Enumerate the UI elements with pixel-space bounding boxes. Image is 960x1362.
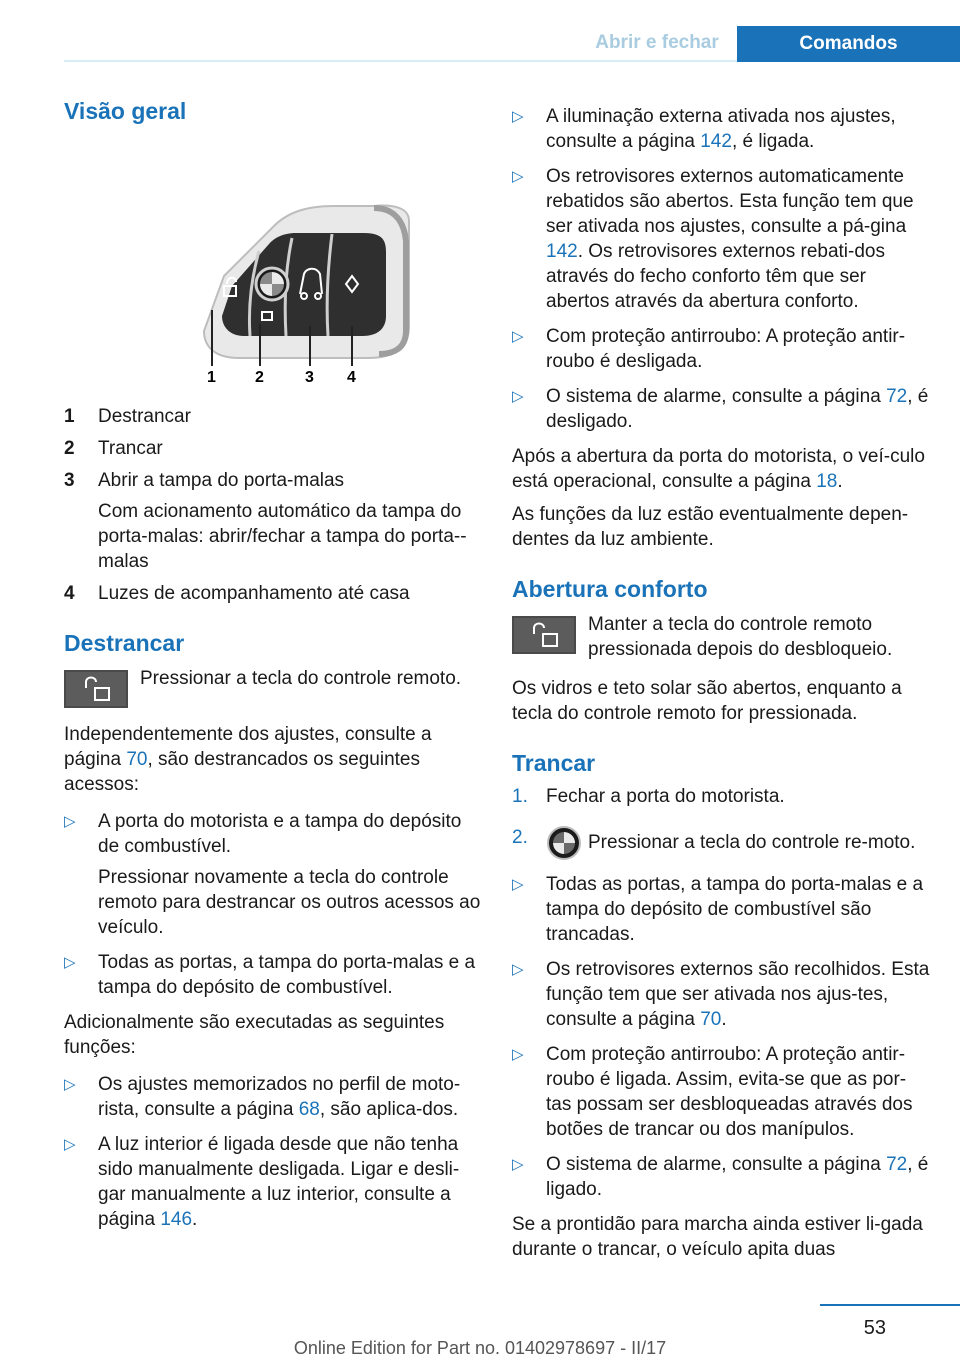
unlock-heading: Destrancar bbox=[64, 630, 185, 656]
page-link[interactable]: 72 bbox=[886, 1154, 908, 1175]
page-link[interactable]: 72 bbox=[886, 386, 908, 407]
list-item: ▷ Com proteção antirroubo: A proteção antir-roubo é desligada. bbox=[512, 326, 906, 372]
overview-heading: Visão geral bbox=[64, 98, 187, 124]
callout-1: 1 bbox=[207, 369, 216, 386]
list-item: ▷ Os retrovisores externos automaticamente rebatidos são abertos. Esta função tem que ser ativada nos ajustes, consulte a pá-gina 142. Os retrovisores externos rebati-dos através do fecho conforto têm que ser abertos através da abertura conforto. bbox=[512, 166, 914, 312]
bullet-triangle-icon: ▷ bbox=[512, 388, 524, 405]
list-item: 2. Pressionar a tecla do controle re-moto. bbox=[512, 825, 930, 861]
list-item: 4 Luzes de acompanhamento até casa bbox=[64, 583, 410, 604]
callout-4: 4 bbox=[347, 369, 356, 386]
unlock-paragraph: Independentemente dos ajustes, consulte a página 70, são destrancados os seguintes acessos: bbox=[64, 724, 432, 795]
bullet-triangle-icon: ▷ bbox=[64, 954, 76, 971]
list-item: 3 Abrir a tampa do porta-malas Com acionamento automático da tampa do porta-malas: abrir/fechar a tampa do porta--malas bbox=[64, 470, 467, 572]
bullet-triangle-icon: ▷ bbox=[512, 1046, 524, 1063]
key-fob-illustration bbox=[64, 126, 482, 390]
list-item: 1 Destrancar bbox=[64, 406, 191, 427]
bullet-triangle-icon: ▷ bbox=[512, 961, 524, 978]
tab-abrir-e-fechar[interactable]: Abrir e fechar bbox=[595, 32, 719, 53]
bullet-triangle-icon: ▷ bbox=[512, 168, 524, 185]
edition-footer: Online Edition for Part no. 01402978697 - II/17 bbox=[293, 1338, 667, 1358]
list-item: ▷ Os retrovisores externos são recolhidos. Esta função tem que ser ativada nos ajus-tes, consulte a página 70. bbox=[512, 959, 930, 1030]
list-item: 1. Fechar a porta do motorista. bbox=[512, 786, 785, 807]
page-link[interactable]: 142 bbox=[700, 131, 732, 152]
unlock-button-icon bbox=[512, 616, 576, 654]
right-column bbox=[512, 104, 930, 1262]
footer-rule bbox=[820, 1304, 960, 1306]
key-fob-figure bbox=[64, 126, 482, 390]
callout-2: 2 bbox=[255, 369, 264, 386]
light-functions-paragraph: As funções da luz estão eventualmente depen-dentes da luz ambiente. bbox=[512, 504, 909, 550]
additional-functions-text: Adicionalmente são executadas as seguintes funções: bbox=[64, 1012, 445, 1058]
list-item: ▷ Com proteção antirroubo: A proteção antir-roubo é ligada. Assim, evita-se que as por-tas possam ser desbloqueadas através dos botões de trancar ou dos manípulos. bbox=[512, 1044, 913, 1140]
list-item: ▷ O sistema de alarme, consulte a página 72, é ligado. bbox=[512, 1154, 929, 1200]
operational-paragraph: Após a abertura da porta do motorista, o veí-culo está operacional, consulte a página 18. bbox=[512, 446, 925, 492]
page-link[interactable]: 68 bbox=[298, 1099, 320, 1120]
page-link[interactable]: 70 bbox=[700, 1009, 722, 1030]
list-item: ▷ A porta do motorista e a tampa do depósito de combustível. Pressionar novamente a tecla do controle remoto para destrancar os outros acessos ao veículo. bbox=[64, 811, 481, 938]
overview-list bbox=[64, 404, 482, 606]
bmw-logo-icon bbox=[256, 268, 288, 300]
list-item: ▷ A luz interior é ligada desde que não tenha sido manualmente desligada. Ligar e desli-gar manualmente a luz interior, consulte a página 146. bbox=[64, 1134, 460, 1230]
callout-3: 3 bbox=[305, 369, 314, 386]
bullet-triangle-icon: ▷ bbox=[64, 813, 76, 830]
lock-heading: Trancar bbox=[512, 750, 596, 776]
list-item: 2 Trancar bbox=[64, 438, 163, 459]
bullet-triangle-icon: ▷ bbox=[512, 876, 524, 893]
page-number: 53 bbox=[863, 1317, 886, 1339]
page-link[interactable]: 146 bbox=[160, 1209, 193, 1230]
list-item: ▷ Todas as portas, a tampa do porta-malas e a tampa do depósito de combustível. bbox=[64, 952, 476, 998]
bullet-triangle-icon: ▷ bbox=[512, 1156, 524, 1173]
comfort-key-text: Manter a tecla do controle remoto pressionada depois do desbloqueio. bbox=[588, 614, 893, 660]
list-item: ▷ O sistema de alarme, consulte a página 72, é desligado. bbox=[512, 386, 929, 432]
unlock-button-icon bbox=[64, 670, 128, 708]
bullet-triangle-icon: ▷ bbox=[64, 1076, 76, 1093]
final-paragraph: Se a prontidão para marcha ainda estiver li-gada durante o trancar, o veículo apita duas bbox=[512, 1214, 923, 1260]
page-link[interactable]: 142 bbox=[546, 241, 578, 262]
lock-steps bbox=[512, 784, 930, 861]
bullet-triangle-icon: ▷ bbox=[512, 108, 524, 125]
page-link[interactable]: 70 bbox=[126, 749, 148, 770]
left-column bbox=[64, 96, 482, 1242]
comfort-key-row bbox=[512, 612, 930, 662]
function-bullets bbox=[64, 1072, 482, 1232]
bmw-logo-icon bbox=[546, 825, 582, 861]
page-link[interactable]: 18 bbox=[816, 471, 838, 492]
list-item: ▷ A iluminação externa ativada nos ajustes, consulte a página 142, é ligada. bbox=[512, 106, 896, 152]
tab-comandos[interactable]: Comandos bbox=[737, 26, 960, 62]
list-item: ▷ Os ajustes memorizados no perfil de moto-rista, consulte a página 68, são aplica-dos. bbox=[64, 1074, 461, 1120]
comfort-heading: Abertura conforto bbox=[512, 576, 708, 602]
comfort-paragraph: Os vidros e teto solar são abertos, enquanto a tecla do controle remoto for pressionada. bbox=[512, 678, 902, 724]
list-item: ▷ Todas as portas, a tampa do porta-malas e a tampa do depósito de combustível são trancadas. bbox=[512, 874, 924, 945]
bullet-triangle-icon: ▷ bbox=[512, 328, 524, 345]
unlock-key-row bbox=[64, 666, 482, 708]
unlock-key-text: Pressionar a tecla do controle remoto. bbox=[140, 668, 462, 689]
unlock-bullets bbox=[64, 809, 482, 1000]
bullet-triangle-icon: ▷ bbox=[64, 1136, 76, 1153]
